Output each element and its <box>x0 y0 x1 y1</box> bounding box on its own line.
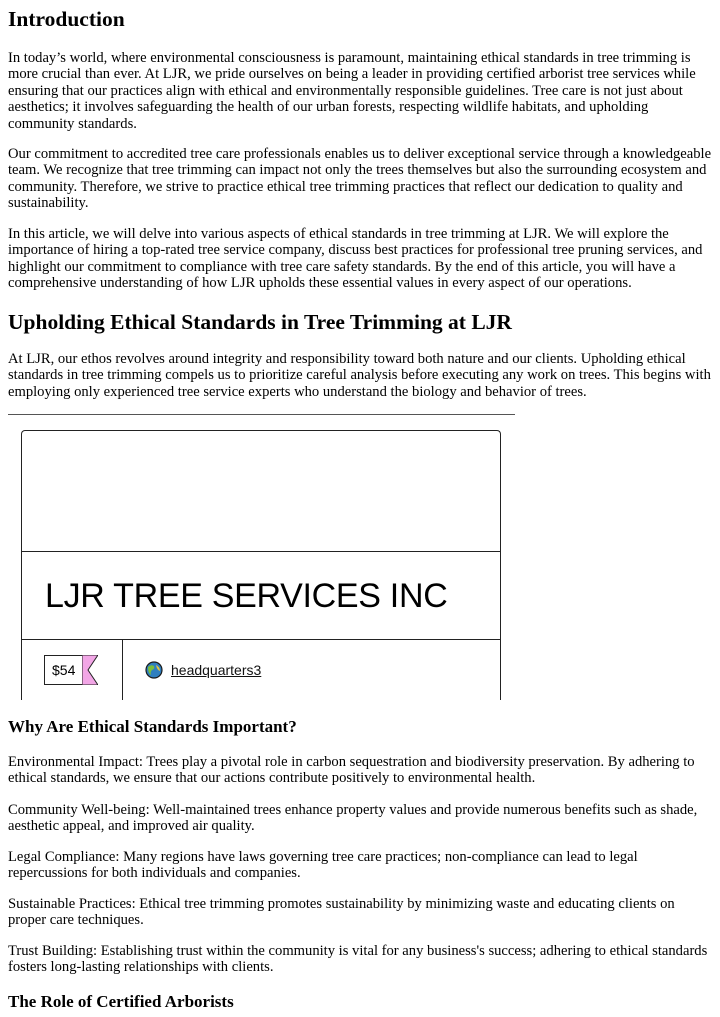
business-name: LJR TREE SERVICES INC <box>22 552 500 640</box>
business-card-image-area <box>22 431 500 552</box>
intro-paragraph-2: Our commitment to accredited tree care professionals enables us to deliver exceptional service through a knowledgeable team. We recognize that tree trimming can impact not only the trees themselves but also the surrounding ecosystem and community. Therefore, we strive to practice ethical tree trimming practices that reflect our dedication to quality and sustainability. <box>8 146 712 212</box>
why-point-sustainable: Sustainable Practices: Ethical tree trimming promotes sustainability by minimizing waste and educating clients on proper care techniques. <box>8 896 675 929</box>
globe-icon <box>145 661 163 679</box>
why-point-trust: Trust Building: Establishing trust within the community is vital for any business's success; adhering to ethical standards fosters long-lasting relationships with clients. <box>8 943 708 976</box>
intro-paragraph-3: In this article, we will delve into various aspects of ethical standards in tree trimming at LJR. We will explore the importance of hiring a top-rated tree service company, discuss best practices for professional tree pruning services, and highlight our commitment to compliance with tree care safety standards. By the end of this article, you will have a comprehensive understanding of how LJR upholds these essential values in every aspect of our operations. <box>8 226 703 292</box>
why-point-legal: Legal Compliance: Many regions have laws governing tree care practices; non-compliance can lead to legal repercussions for both individuals and companies. <box>8 849 638 882</box>
business-card[interactable] <box>21 430 501 700</box>
why-point-environmental: Environmental Impact: Trees play a pivotal role in carbon sequestration and biodiversity preservation. By adhering to ethical standards, we ensure that our actions contribute positively to environmental health. <box>8 754 695 787</box>
intro-paragraph-1: In today’s world, where environmental consciousness is paramount, maintaining ethical standards in tree trimming is more crucial than ever. At LJR, we pride ourselves on being a leader in providing certified arborist tree services while ensuring that our practices align with ethical and environmentally responsible guidelines. Tree care is not just about aesthetics; it involves safeguarding the health of our urban forests, respecting wildlife habitats, and upholding community standards. <box>8 50 696 132</box>
price-label: $54 <box>44 655 82 685</box>
pennant-flag-icon <box>82 655 98 685</box>
headquarters-link[interactable]: headquarters3 <box>171 661 262 678</box>
price-tag <box>44 655 98 685</box>
price-cell <box>22 640 123 700</box>
why-heading: Why Are Ethical Standards Important? <box>8 717 297 736</box>
uphold-heading: Upholding Ethical Standards in Tree Trimming at LJR <box>8 310 512 334</box>
uphold-paragraph: At LJR, our ethos revolves around integrity and responsibility toward both nature and our clients. Upholding ethical standards in tree trimming compels us to prioritize careful analysis before executing any work on trees. This begins with employing only experienced tree service experts who understand the biology and behavior of trees. <box>8 351 711 400</box>
intro-heading: Introduction <box>8 7 125 31</box>
business-card-footer <box>22 640 500 700</box>
section-divider <box>8 414 515 415</box>
why-point-community: Community Well-being: Well-maintained trees enhance property values and provide numerous benefits such as shade, aesthetic appeal, and improved air quality. <box>8 802 698 835</box>
role-heading: The Role of Certified Arborists <box>8 992 234 1011</box>
location-cell <box>123 640 261 700</box>
